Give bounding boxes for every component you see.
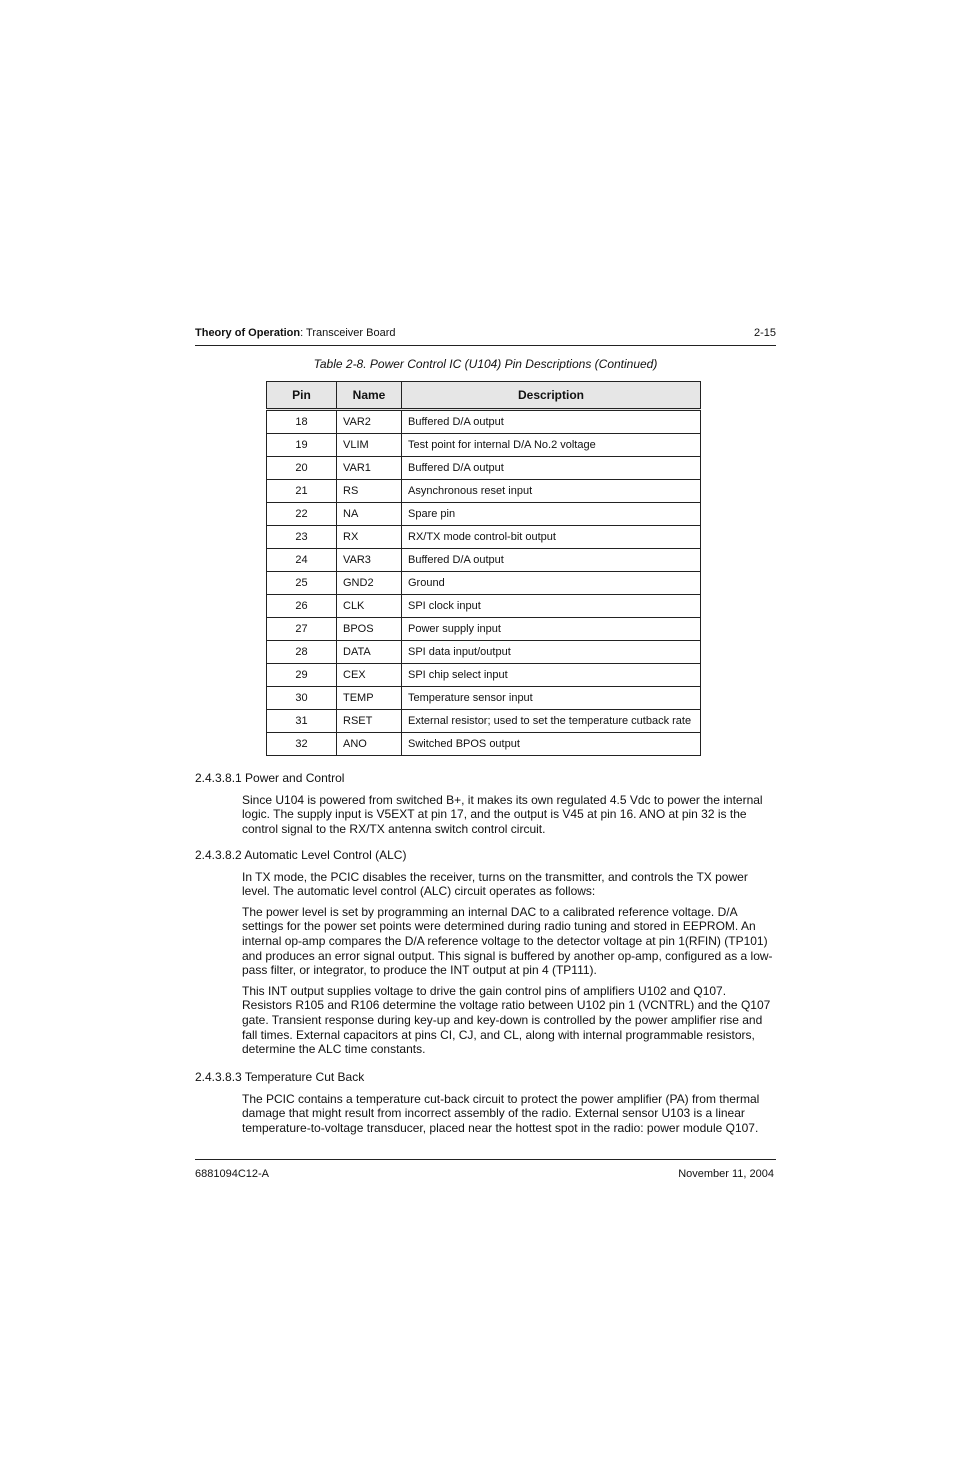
pin-description-cell: Buffered D/A output bbox=[402, 457, 701, 480]
pin-description-cell: Ground bbox=[402, 572, 701, 595]
pin-number-cell: 23 bbox=[267, 526, 337, 549]
table-row bbox=[267, 480, 701, 503]
table-row bbox=[267, 572, 701, 595]
paragraph: This INT output supplies voltage to drive the gain control pins of amplifiers U102 and Q107. Resistors R105 and R106 determine the voltage ratio between U102 pin 1 (VCNTRL) and the Q107 gate. Transient response during key-up and key-down is controlled by the power amplifier rise and fall times. External capacitors at pins CI, CJ, and CL, along with internal programmable resistors, determine the ALC time constants. bbox=[242, 983, 771, 1057]
pin-number-cell: 25 bbox=[267, 572, 337, 595]
pin-description-cell: Test point for internal D/A No.2 voltage bbox=[402, 434, 701, 457]
section-title: 2.4.3.8.1 Power and Control bbox=[195, 771, 345, 785]
pin-name-cell: VAR1 bbox=[337, 457, 402, 480]
pin-description-cell: Switched BPOS output bbox=[402, 733, 701, 756]
pin-description-cell: Spare pin bbox=[402, 503, 701, 526]
pin-name-cell: VAR2 bbox=[337, 410, 402, 434]
paragraph: The PCIC contains a temperature cut-back circuit to protect the power amplifier (PA) from thermal damage that might result from incorrect assembly of the radio. External sensor U103 is a linear temperature-to-voltage transducer, placed near the hottest spot in the radio: power module Q107. bbox=[242, 1091, 760, 1135]
page-header bbox=[195, 325, 776, 346]
header-section-title bbox=[195, 327, 396, 339]
pin-name-cell: DATA bbox=[337, 641, 402, 664]
page-number: 2-15 bbox=[753, 327, 776, 339]
pin-name-cell: GND2 bbox=[337, 572, 402, 595]
section-automatic-level-control bbox=[195, 848, 775, 1057]
pin-number-cell: 26 bbox=[267, 595, 337, 618]
page-footer bbox=[195, 1159, 776, 1180]
table-row bbox=[267, 526, 701, 549]
pin-description-cell: SPI chip select input bbox=[402, 664, 701, 687]
pin-description-cell: Power supply input bbox=[402, 618, 701, 641]
pin-description-cell: Buffered D/A output bbox=[402, 549, 701, 572]
table-row bbox=[267, 687, 701, 710]
pin-description-cell: Temperature sensor input bbox=[402, 687, 701, 710]
paragraph: The power level is set by programming an internal DAC to a calibrated reference voltage. D/A settings for the power set points were determined during radio tuning and stored in EEPROM. An internal op-amp compares the D/A reference voltage to the detector voltage at pin 1(RFIN) (TP101) and produces an error signal output. This signal is buffered by another op-amp, configured as a low-pass filter, or integrator, to produce the INT output at pin 4 (TP111). bbox=[242, 904, 773, 978]
paragraph: Since U104 is powered from switched B+, it makes its own regulated 4.5 Vdc to power the internal logic. The supply input is V5EXT at pin 17, and the output is V45 at pin 16. ANO at pin 32 is the control signal to the RX/TX antenna switch control circuit. bbox=[242, 792, 763, 836]
pin-description-table bbox=[266, 381, 701, 756]
pin-name-cell: RSET bbox=[337, 710, 402, 733]
pin-number-cell: 29 bbox=[267, 664, 337, 687]
column-header-name: Name bbox=[337, 382, 402, 410]
table-row bbox=[267, 618, 701, 641]
pin-description-cell: Buffered D/A output bbox=[402, 410, 701, 434]
column-header-pin: Pin bbox=[267, 382, 337, 410]
pin-number-cell: 32 bbox=[267, 733, 337, 756]
section-temperature-cut-back bbox=[195, 1070, 775, 1135]
table-row bbox=[267, 549, 701, 572]
table-caption: Table 2-8. Power Control IC (U104) Pin Descriptions (Continued) bbox=[313, 357, 658, 371]
pin-name-cell: VLIM bbox=[337, 434, 402, 457]
pin-number-cell: 30 bbox=[267, 687, 337, 710]
pin-name-cell: RX bbox=[337, 526, 402, 549]
pin-number-cell: 21 bbox=[267, 480, 337, 503]
pin-number-cell: 24 bbox=[267, 549, 337, 572]
pin-number-cell: 22 bbox=[267, 503, 337, 526]
table-row bbox=[267, 641, 701, 664]
table-row bbox=[267, 664, 701, 687]
document-number: 6881094C12-A bbox=[195, 1168, 270, 1180]
pin-name-cell: NA bbox=[337, 503, 402, 526]
pin-number-cell: 18 bbox=[267, 410, 337, 434]
pin-description-cell: Asynchronous reset input bbox=[402, 480, 701, 503]
table-row bbox=[267, 733, 701, 756]
column-header-description: Description bbox=[402, 382, 701, 410]
pin-name-cell: BPOS bbox=[337, 618, 402, 641]
pin-number-cell: 28 bbox=[267, 641, 337, 664]
table-row bbox=[267, 710, 701, 733]
pin-description-cell: SPI data input/output bbox=[402, 641, 701, 664]
header-section-bold: Theory of Operation bbox=[195, 327, 301, 339]
table-row bbox=[267, 457, 701, 480]
pin-number-cell: 27 bbox=[267, 618, 337, 641]
pin-number-cell: 20 bbox=[267, 457, 337, 480]
pin-name-cell: ANO bbox=[337, 733, 402, 756]
table-row bbox=[267, 434, 701, 457]
pin-name-cell: VAR3 bbox=[337, 549, 402, 572]
pin-name-cell: TEMP bbox=[337, 687, 402, 710]
document-date: November 11, 2004 bbox=[678, 1168, 774, 1180]
pin-name-cell: RS bbox=[337, 480, 402, 503]
section-title: 2.4.3.8.3 Temperature Cut Back bbox=[195, 1070, 365, 1084]
table-body bbox=[267, 410, 701, 756]
pin-name-cell: CLK bbox=[337, 595, 402, 618]
table-row bbox=[267, 410, 701, 434]
pin-description-cell: External resistor; used to set the temperature cutback rate bbox=[402, 710, 701, 733]
pin-description-cell: SPI clock input bbox=[402, 595, 701, 618]
paragraph: In TX mode, the PCIC disables the receiver, turns on the transmitter, and controls the TX power level. The automatic level control (ALC) circuit operates as follows: bbox=[242, 869, 748, 899]
pin-number-cell: 31 bbox=[267, 710, 337, 733]
table-row bbox=[267, 595, 701, 618]
pin-description-cell: RX/TX mode control-bit output bbox=[402, 526, 701, 549]
pin-name-cell: CEX bbox=[337, 664, 402, 687]
table-header-row bbox=[267, 382, 701, 410]
table-row bbox=[267, 503, 701, 526]
section-title: 2.4.3.8.2 Automatic Level Control (ALC) bbox=[195, 848, 407, 862]
header-section-rest: : Transceiver Board bbox=[300, 327, 396, 339]
pin-number-cell: 19 bbox=[267, 434, 337, 457]
section-power-and-control bbox=[195, 771, 775, 836]
